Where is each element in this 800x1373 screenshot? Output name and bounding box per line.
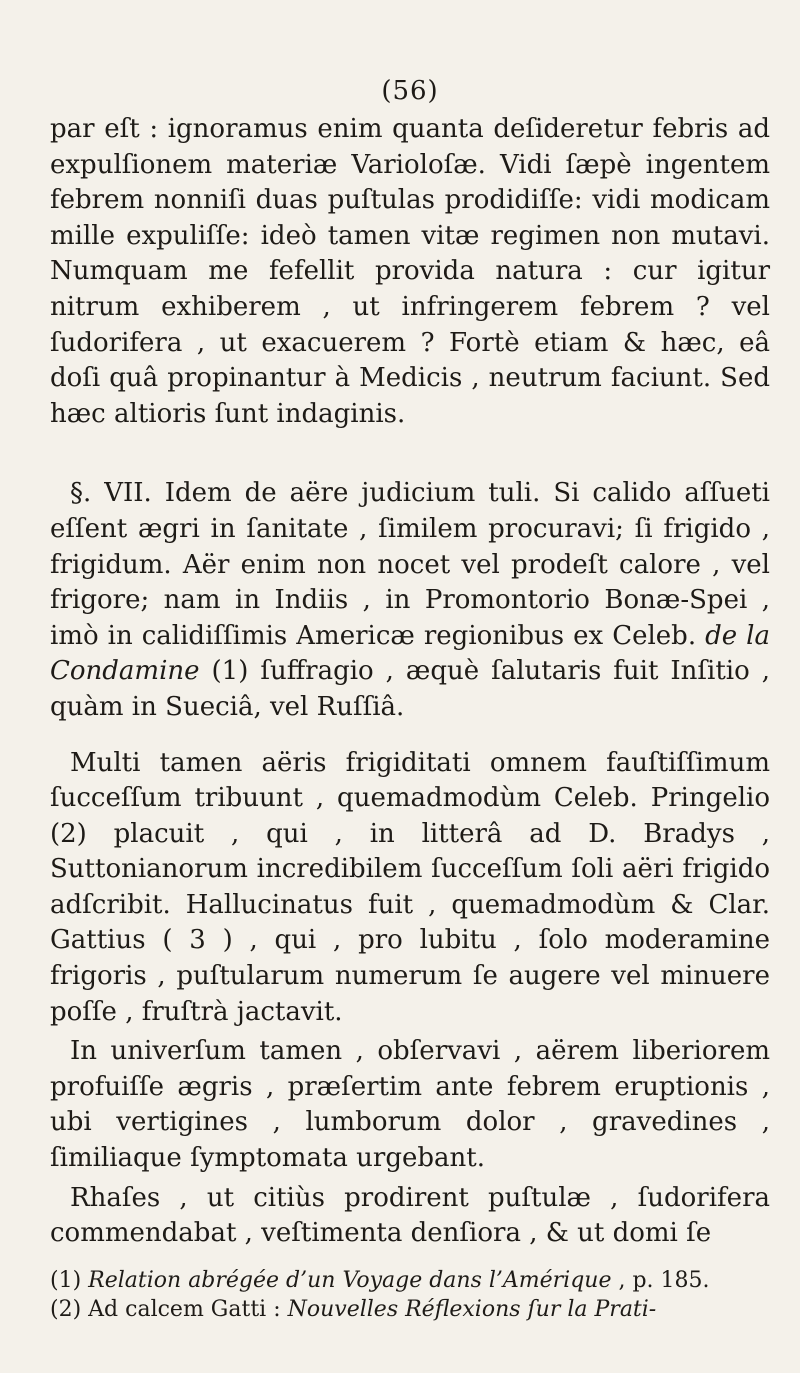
paragraph-4: In univerſum tamen , obſervavi , aërem liberiorem profuiſſe ægris , præſertim ante febrem eruptionis , ubi vertigines , lumborum dolor , gravedines , ſimiliaque ſymptomata urgebant. [50, 1036, 770, 1174]
footnote-1-mark: (1) [50, 1267, 82, 1293]
footnote-2 [50, 1295, 770, 1324]
paragraph-2 [50, 476, 770, 725]
paragraph-3: Multi tamen aëris frigiditati omnem fauſtiſſimum ſucceſſum tribuunt , quemadmodùm Celeb. Pringelio (2) placuit , qui , in litterâ ad D. Bradys , Suttonianorum incredibilem ſucceſſum ſoli aëri frigido adſcribit. Hallucinatus fuit , quemadmodùm & Clar. Gattius ( 3 ) , qui , pro lubitu , ſolo moderamine frigoris , puſtularum numerum ſe augere vel minuere poſſe , fruſtrà jactavit. [50, 747, 770, 1027]
paragraph-2-text-b: (1) ſuffragio , æquè ſalutaris fuit Inſitio , quàm in Sueciâ, vel Ruſſiâ. [50, 656, 770, 722]
paragraph-1: par eſt : ignoramus enim quanta deſideretur febris ad expulſionem materiæ Varioloſæ. Vidi ſæpè ingentem febrem nonniſi duas puſtulas prodidiſſe: vidi modicam mille expuliſſe: ideò tamen vitæ regimen non mutavi. Numquam me fefellit provida natura : cur igitur nitrum exhiberem , ut infringerem febrem ? vel ſudorifera , ut exacuerem ? Fortè etiam & hæc, eâ doſi quâ propinantur à Medicis , neutrum faciunt. Sed hæc altioris ſunt indaginis. [50, 114, 770, 429]
footnote-2-italic: Nouvelles Réflexions ſur la Prati- [287, 1296, 657, 1322]
paragraph-2-italic: de la Condamine [50, 620, 770, 687]
paragraph-2-text-a: §. VII. Idem de aëre judicium tuli. Si calido aſſueti eſſent ægri in ſanitate , ſimilem procuravi; ſi frigido , frigidum. Aër enim non nocet vel prodeſt calore , vel frigore; nam in Indiis , in Promontorio Bonæ-Spei , imò in calidiſſimis Americæ regionibus ex Celeb. [50, 478, 770, 651]
page-number: (56) [381, 76, 439, 106]
footnote-1-text: , p. 185. [611, 1267, 710, 1293]
footnotes [50, 1266, 770, 1324]
footnote-2-text: Ad calcem Gatti : [88, 1296, 288, 1322]
footnote-1-italic: Relation abrégée d’un Voyage dans l’Amérique [88, 1267, 612, 1293]
paragraph-5: Rhaſes , ut citiùs prodirent puſtulæ , ſudorifera commendabat , veſtimenta denſiora , & ut domi ſe [50, 1182, 770, 1249]
footnote-2-mark: (2) [50, 1296, 82, 1322]
footnote-1 [50, 1266, 770, 1295]
